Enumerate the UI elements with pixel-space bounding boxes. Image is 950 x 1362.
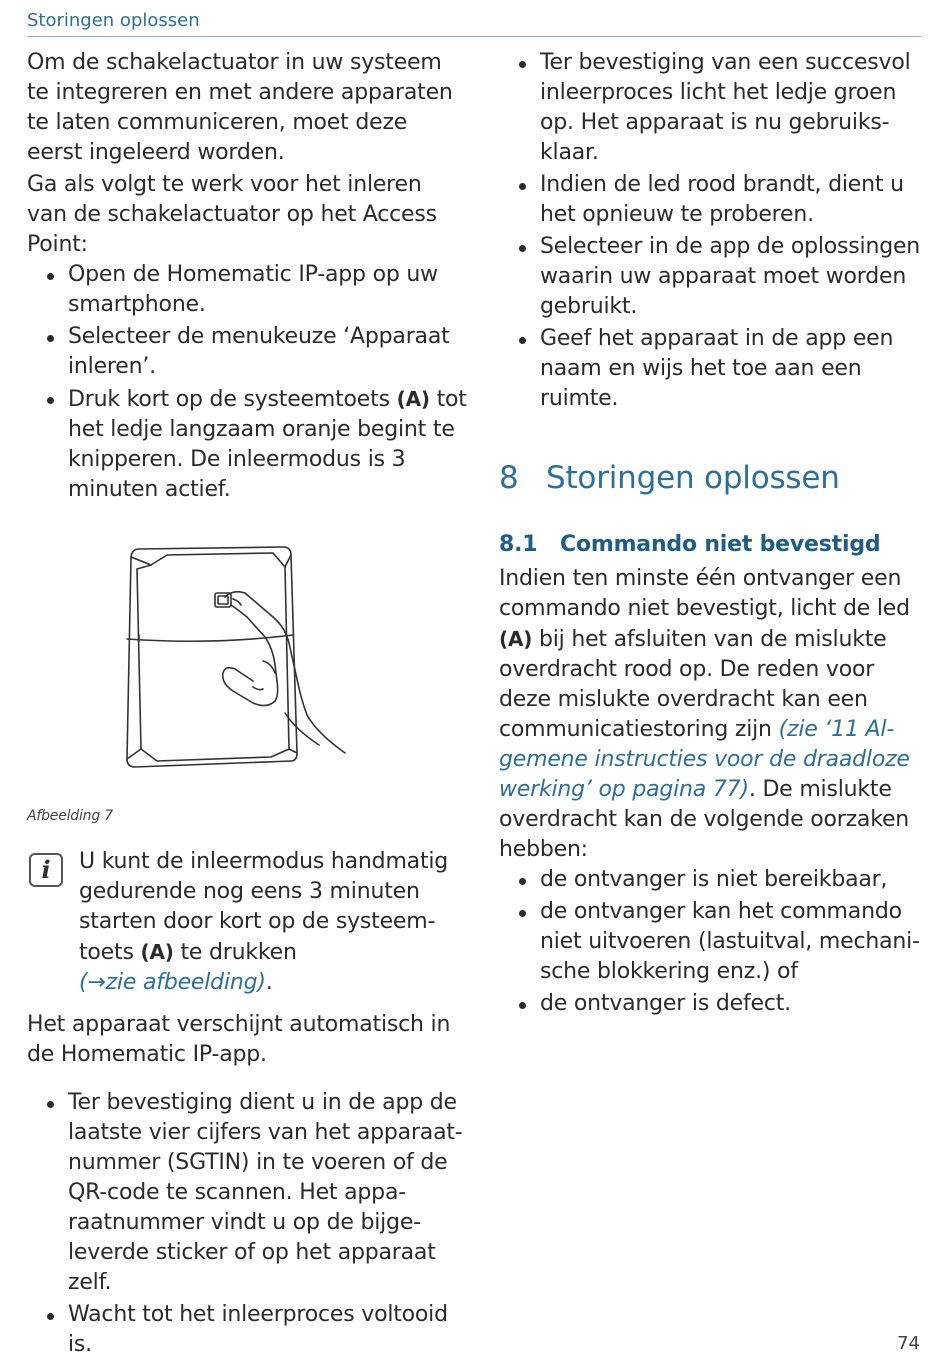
device-illustration (27, 539, 467, 789)
note-text: U kunt de inleermodus handmatig gedurende nog eens 3 minuten starten door kort op de systeemtoets (A) te drukken (→zie afbeelding). (79, 849, 449, 995)
label-a: (A) (140, 940, 174, 964)
list-item: Indien de led rood brandt, dient u het opnieuw te proberen. (499, 170, 924, 230)
list-item: Geef het apparaat in de app een naam en wijs het toe aan een ruimte. (499, 324, 924, 414)
list-item: de ontvanger kan het commando niet uitvoeren (lastuitval, mechanische blokkering enz.) of (499, 897, 924, 987)
list-item: de ontvanger is defect. (499, 989, 924, 1019)
list-item: Wacht tot het inleerproces voltooid is. (27, 1300, 467, 1360)
running-title: Storingen oplossen (27, 10, 200, 31)
list-item: Ter bevestiging van een succesvol inleerproces licht het ledje groen op. Het apparaat is nu gebruiksklaar. (499, 48, 924, 168)
subsection-title: Commando niet bevestigd (560, 532, 881, 557)
intro-paragraph-1: Om de schakelactuator in uw systeem te integreren en met andere apparaten te laten communiceren, moet deze eerst ingeleerd worden. (27, 50, 453, 165)
list-item: de ontvanger is niet bereikbaar, (499, 865, 924, 895)
after-note-paragraph: Het apparaat verschijnt automatisch in de Homematic IP-app. (27, 1012, 451, 1067)
left-column (27, 48, 467, 1362)
list-item: Selecteer de menukeuze ‘Apparaat inleren’. (27, 322, 467, 382)
label-a: (A) (396, 387, 430, 411)
info-icon: i (29, 853, 63, 887)
confirmation-steps-list (27, 1088, 467, 1360)
section-heading (499, 460, 924, 496)
list-item: Druk kort op de systeemtoets (A) tot het ledje langzaam oranje begint te knipperen. De inleermodus is 3 minuten actief. (27, 384, 467, 505)
body-paragraph: Indien ten minste één ontvanger een commando niet bevestigt, licht de led (A) bij het afsluiten van de mislukte overdracht rood op. De reden voor deze mislukte overdracht kan een communicatiestoring zijn (zie ‘11 Algemene instructies voor de draadloze werking’ op pagina 77). De mislukte overdracht kan de volgende oorzaken hebben: (499, 566, 910, 862)
pairing-steps-list (27, 260, 467, 505)
right-column (499, 48, 924, 1021)
page-number: 74 (897, 1333, 920, 1354)
section-title: Storingen oplossen (546, 460, 840, 496)
completion-steps-list (499, 48, 924, 414)
subsection-heading (499, 530, 924, 560)
section-number: 8 (499, 460, 519, 496)
info-note (27, 847, 467, 998)
list-item: Selecteer in de app de oplossingen waarin uw apparaat moet worden gebruikt. (499, 232, 924, 322)
list-item: Ter bevestiging dient u in de app de laatste vier cijfers van het apparaatnummer (SGTIN) in te voeren of de QR-code te scannen. Het apparaatnummer vindt u op de bijgeleverde sticker of op het apparaat zelf. (27, 1088, 467, 1298)
subsection-number: 8.1 (499, 532, 538, 557)
intro-paragraph-2: Ga als volgt te werk voor het inleren van de schakelactuator op het Access Point: (27, 172, 437, 257)
figure-caption: Afbeelding 7 (27, 808, 114, 824)
chapter-reference-link[interactable]: (zie ‘11 Algemene instructies voor de draadloze werking’ op pagina 77) (499, 717, 910, 802)
causes-list (499, 865, 924, 1019)
label-a: (A) (499, 627, 533, 651)
figure-reference-link[interactable]: (→zie afbeelding) (79, 970, 266, 995)
list-item: Open de Homematic IP-app op uw smartphone. (27, 260, 467, 320)
actuator-with-finger-illustration (27, 539, 467, 789)
running-header (27, 8, 921, 37)
